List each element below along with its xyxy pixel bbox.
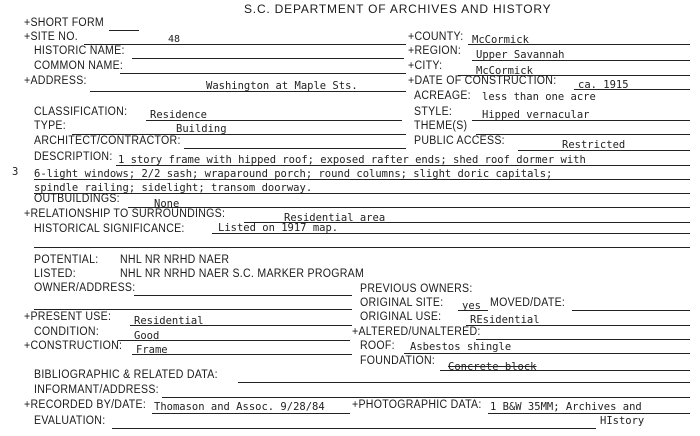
previous-owners-label: PREVIOUS OWNERS: [360, 283, 473, 295]
owner-address-line [134, 295, 352, 296]
relationship-label: +RELATIONSHIP TO SURROUNDINGS: [24, 208, 226, 220]
present-use-label: +PRESENT USE: [24, 311, 112, 323]
type-value: Building [176, 123, 227, 135]
style-line [472, 120, 690, 121]
address-value: Washington at Maple Sts. [206, 80, 358, 92]
theme-line [476, 134, 690, 135]
region-value: Upper Savannah [476, 49, 565, 61]
region-line [472, 60, 690, 61]
classification-value: Residence [150, 109, 207, 121]
region-label: +REGION: [408, 45, 462, 57]
date-of-construction-label: +DATE OF CONSTRUCTION: [408, 75, 557, 87]
historic-name-line [132, 58, 404, 59]
photographic-data-line [488, 413, 690, 414]
original-use-value: REsidential [470, 314, 540, 326]
listed-options: NHL NR NRHD NAER S.C. MARKER PROGRAM [120, 268, 365, 280]
informant-label: INFORMANT/ADDRESS: [34, 384, 159, 396]
site-no-line [84, 44, 406, 45]
historical-significance-label: HISTORICAL SIGNIFICANCE: [34, 223, 185, 235]
condition-line [118, 340, 350, 341]
outbuildings-label: OUTBUILDINGS: [34, 193, 120, 205]
recorded-by-line [152, 413, 350, 414]
outbuildings-value: None [154, 198, 180, 210]
county-line [468, 44, 690, 45]
photographic-data-value-2: HIstory [600, 415, 645, 427]
evaluation-line [112, 428, 596, 429]
historic-name-label: HISTORIC NAME: [34, 45, 125, 57]
description-rule-3 [34, 193, 690, 194]
style-label: STYLE: [414, 106, 453, 118]
moved-date-line [572, 310, 690, 311]
construction-label: +CONSTRUCTION: [24, 340, 123, 352]
city-label: +CITY: [408, 60, 443, 72]
bibliographic-label: BIBLIOGRAPHIC & RELATED DATA: [34, 369, 218, 381]
architect-label: ARCHITECT/CONTRACTOR: [34, 135, 181, 147]
description-label: DESCRIPTION: [34, 151, 113, 163]
site-no-value: 48 [168, 34, 181, 45]
site-no-label: +SITE NO. [24, 31, 78, 43]
photographic-data-label: +PHOTOGRAPHIC DATA: [352, 399, 482, 411]
relationship-value: Residential area [284, 212, 386, 224]
address-line [90, 91, 406, 92]
original-site-line [458, 310, 488, 311]
acreage-value: less than one acre [482, 91, 596, 103]
theme-label: THEME(S) [414, 120, 468, 132]
original-site-label: ORIGINAL SITE: [360, 297, 444, 309]
common-name-line [120, 73, 406, 74]
recorded-by-value: Thomason and Assoc. 9/28/84 [154, 401, 325, 413]
informant-line [162, 397, 690, 398]
short-form-label: +SHORT FORM [24, 17, 104, 29]
original-use-line [466, 325, 690, 326]
owner-address-line-2 [34, 309, 352, 310]
description-line-2: 6-light windows; 2/2 sash; wraparound porch; round columns; slight doric capitals; [34, 168, 553, 180]
public-access-line [518, 150, 690, 151]
altered-line [476, 339, 690, 340]
form-header: S.C. DEPARTMENT OF ARCHIVES AND HISTORY [244, 2, 552, 16]
foundation-label: FOUNDATION: [360, 355, 436, 367]
roof-value: Asbestos shingle [410, 341, 512, 353]
present-use-value: Residential [134, 315, 204, 327]
photographic-data-value: 1 B&W 35MM; Archives and [490, 401, 642, 413]
foundation-line [440, 370, 690, 371]
description-rule-1 [116, 165, 690, 166]
bibliographic-line [238, 382, 690, 383]
potential-options: NHL NR NRHD NAER [120, 254, 230, 266]
architect-line [184, 148, 406, 149]
county-label: +COUNTY: [408, 31, 464, 43]
description-rule-2 [34, 179, 690, 180]
historical-significance-value: Listed on 1917 map. [218, 222, 339, 234]
description-line-3: spindle railing; sidelight; transom doorway. [34, 182, 313, 194]
moved-date-label: MOVED/DATE: [490, 297, 566, 309]
original-use-label: ORIGINAL USE: [360, 311, 442, 323]
condition-label: CONDITION: [34, 326, 100, 338]
historical-significance-line [212, 233, 690, 234]
public-access-label: PUBLIC ACCESS: [414, 135, 505, 147]
owner-address-label: OWNER/ADDRESS: [34, 282, 136, 294]
potential-label: POTENTIAL: [34, 254, 99, 266]
listed-label: LISTED: [34, 268, 76, 280]
foundation-value: Concrete block [448, 361, 537, 373]
city-value: McCormick [476, 65, 533, 77]
acreage-label: ACREAGE: [414, 90, 471, 102]
original-site-value: yes [462, 300, 481, 312]
date-of-construction-line [574, 89, 690, 90]
roof-line [404, 353, 690, 354]
description-margin-number: 3 [12, 166, 19, 178]
style-value: Hipped vernacular [482, 109, 590, 121]
common-name-label: COMMON NAME: [34, 60, 124, 72]
construction-value: Frame [136, 344, 168, 356]
classification-label: CLASSIFICATION: [34, 106, 128, 118]
roof-label: ROOF: [360, 340, 395, 352]
date-of-construction-value: ca. 1915 [578, 79, 629, 91]
public-access-value: Restricted [562, 139, 626, 151]
county-value: McCormick [472, 34, 529, 46]
type-label: TYPE: [34, 120, 66, 132]
historical-significance-line-2 [34, 247, 690, 248]
present-use-line [130, 325, 352, 326]
classification-line [146, 120, 402, 121]
address-label: +ADDRESS: [24, 75, 87, 87]
condition-value: Good [134, 330, 160, 342]
recorded-by-label: +RECORDED BY/DATE: [24, 399, 147, 411]
construction-line [132, 354, 352, 355]
description-line-1: 1 story frame with hipped roof; exposed rafter ends; shed roof dormer with [118, 154, 586, 166]
short-form-line [109, 30, 139, 31]
evaluation-label: EVALUATION: [34, 415, 106, 427]
altered-label: +ALTERED/UNALTERED: [352, 326, 481, 338]
